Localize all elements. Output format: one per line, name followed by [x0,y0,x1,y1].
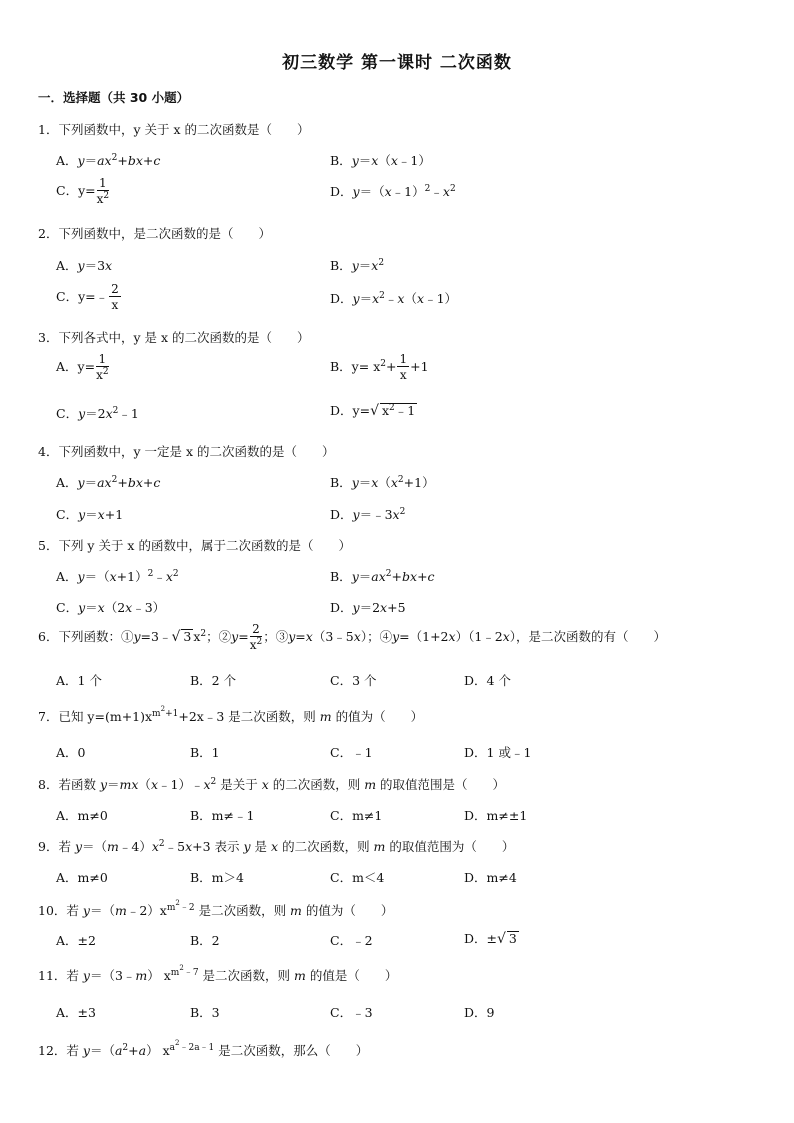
option-b[interactable]: B．m＞4 [190,870,244,885]
question-stem: 1．下列函数中，y 关于 x 的二次函数是（ ） [38,122,310,137]
option-d[interactable]: D．$y=x^2﹣x(x﹣1)$ [330,291,458,306]
option-c[interactable]: C．y= $\frac{1}{x^2}$ [56,176,110,206]
option-b[interactable]: B．y＝x（x﹣1） [330,153,431,168]
question-stem: 8．若函数 $y=mx(x﹣1)﹣x^2$ 是关于 x 的二次函数，则 m 的取值范围是（ ） [38,777,506,792]
option-c[interactable]: C．﹣3 [330,1005,373,1020]
page-title: 初三数学 第一课时 二次函数 [282,53,512,73]
question-stem: 11．若 y＝（3﹣m） $x^{m^2﹣7}$ 是二次函数，则 m 的值是（ ） [38,964,398,983]
question-stem: 4．下列函数中，y 一定是 x 的二次函数的是（ ） [38,444,335,459]
option-d[interactable]: D．$y=﹣3x^2$ [330,507,406,522]
option-c[interactable]: C．$y=2x^2﹣1$ [56,406,139,421]
option-a[interactable]: A．m≠0 [56,870,108,885]
option-a[interactable]: A．±2 [56,933,96,948]
option-a[interactable]: A．y= $\frac{1}{x^2}$ [56,352,109,382]
option-c[interactable]: C．﹣1 [330,745,373,760]
option-b[interactable]: B．$y=x^2$ [330,258,385,273]
option-c[interactable]: C．m≠1 [330,808,383,823]
question-stem: 12．若 $y=(a^2+a)$ $x^{a^2﹣2a﹣1}$ 是二次函数，那么（ ） [38,1039,369,1058]
option-d[interactable]: D．9 [464,1005,495,1020]
option-d[interactable]: D．m≠4 [464,870,517,885]
question-stem: 10．若 $y=(m﹣2)x^{m^2﹣2}$ 是二次函数，则 m 的值为（ ） [38,899,394,918]
option-b[interactable]: B．$y=ax^2+bx+c$ [330,569,435,584]
option-c[interactable]: C．y＝x+1 [56,507,124,522]
option-a[interactable]: A．±3 [56,1005,96,1020]
option-a[interactable]: A．$y=(x+1)^2﹣x^2$ [56,569,179,584]
option-a[interactable]: A．$y=ax^2+bx+c$ [56,153,161,168]
option-d[interactable]: D．y＝2x+5 [330,600,406,615]
option-a[interactable]: A．0 [56,745,86,760]
option-a[interactable]: A．y＝3x [56,258,113,273]
option-a[interactable]: A．1 个 [56,673,102,688]
option-a[interactable]: A．m≠0 [56,808,108,823]
option-b[interactable]: B．3 [190,1005,220,1020]
question-stem: 3．下列各式中，y 是 x 的二次函数的是（ ） [38,330,310,345]
option-d[interactable]: D．$y=(x﹣1)^2﹣x^2$ [330,184,456,199]
section-heading: 一．选择题（共 30 小题） [38,90,190,105]
option-c[interactable]: C．y=﹣ $\frac{2}{x}$ [56,282,119,312]
option-b[interactable]: B．$y=x(x^2+1)$ [330,475,435,490]
option-d[interactable]: D．y=√ $x^2﹣1$ [330,403,416,419]
question-stem: 6．下列函数：①y=3﹣√ 3 $x^2$；②y= $\frac{2}{x^2}$ ；③y=x（3﹣5x）；④y=（1+2x）（1﹣2x），是二次函数的有（ ） [38,622,667,652]
option-a[interactable]: A．$y=ax^2+bx+c$ [56,475,161,490]
option-b[interactable]: B．$y= x^2+$ $\frac{1}{x}$ +1 [330,352,429,382]
option-c[interactable]: C．3 个 [330,673,377,688]
option-c[interactable]: C．y＝x（2x﹣3） [56,600,166,615]
option-b[interactable]: B．2 [190,933,220,948]
option-d[interactable]: D．4 个 [464,673,511,688]
option-d[interactable]: D．1 或﹣1 [464,745,532,760]
option-b[interactable]: B．1 [190,745,220,760]
question-stem: 7．已知 $y=(m+1)x^{m^2+1}+2x﹣3$ 是二次函数，则 m 的值为（ ） [38,705,424,724]
option-b[interactable]: B．2 个 [190,673,237,688]
option-d[interactable]: D．±√ 3 [464,931,517,947]
question-stem: 2．下列函数中，是二次函数的是（ ） [38,226,271,241]
option-b[interactable]: B．m≠﹣1 [190,808,255,823]
question-stem: 5．下列 y 关于 x 的函数中，属于二次函数的是（ ） [38,538,351,553]
option-c[interactable]: C．﹣2 [330,933,373,948]
option-d[interactable]: D．m≠±1 [464,808,528,823]
option-c[interactable]: C．m＜4 [330,870,385,885]
question-stem: 9．若 $y=(m﹣4)x^2﹣5x+3$ 表示 y 是 x 的二次函数，则 m 的取值范围为（ ） [38,839,515,854]
